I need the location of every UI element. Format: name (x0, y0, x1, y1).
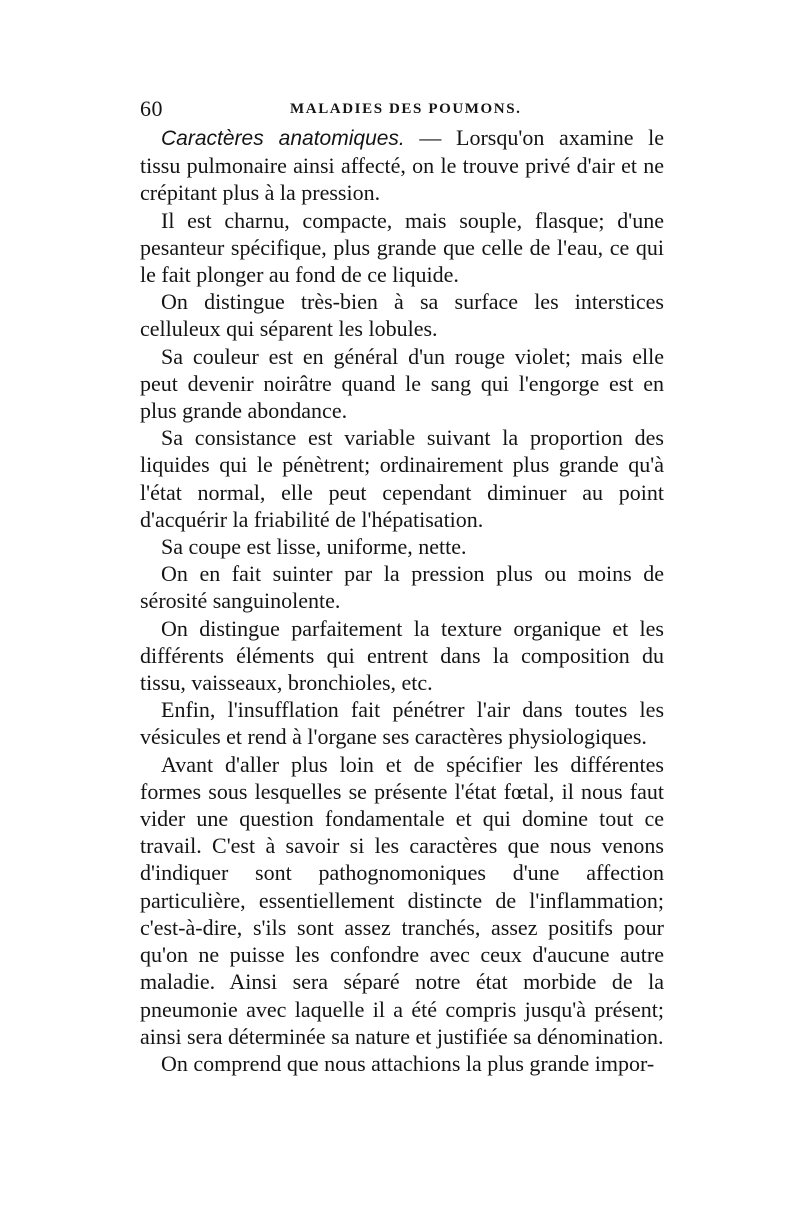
paragraph: Avant d'aller plus loin et de spécifier les différentes formes sous lesquelles se présente l'état fœtal, il nous faut vider une question fondamentale et qui domine tout ce travail. C'est à savoir si les caractères que nous venons d'indiquer sont pathognomoniques d'une affection particulière, essentiellement distincte de l'inflammation; c'est-à-dire, s'ils sont assez tranchés, assez positifs pour qu'on ne puisse les confondre avec ceux d'aucune autre maladie. Ainsi sera séparé notre état morbide de la pneumonie avec laquelle il a été compris jusqu'à présent; ainsi sera déterminée sa nature et justifiée sa dénomination. (140, 751, 664, 1049)
paragraph: On comprend que nous attachions la plus grande impor- (161, 1050, 655, 1076)
running-title: MALADIES DES POUMONS. (290, 101, 522, 117)
page-number: 60 (140, 96, 163, 121)
paragraph-text: — Lorsqu'on axamine le tissu pulmonaire ainsi affecté, on le trouve privé d'air et ne crépitant plus à la pression. (140, 125, 665, 206)
body-text (140, 124, 664, 1077)
paragraph: Sa couleur est en général d'un rouge violet; mais elle peut devenir noirâtre quand le sang qui l'engorge est en plus grande abondance. (140, 343, 664, 424)
paragraph: On en fait suinter par la pression plus ou moins de sérosité sanguinolente. (140, 561, 664, 614)
running-head (140, 96, 660, 124)
section-heading: Caractères anatomiques. (161, 127, 405, 150)
paragraph: Sa coupe est lisse, uniforme, nette. (161, 534, 467, 560)
paragraph: Sa consistance est variable suivant la proportion des liquides qui le pénètrent; ordinairement plus grande qu'à l'état normal, elle peut cependant diminuer au point d'acquérir la friabilité de l'hépatisation. (140, 425, 664, 532)
paragraph: On distingue très-bien à sa surface les interstices celluleux qui séparent les lobules. (140, 289, 664, 342)
paragraph: Il est charnu, compacte, mais souple, flasque; d'une pesanteur spécifique, plus grande que celle de l'eau, ce qui le fait plonger au fond de ce liquide. (140, 207, 664, 288)
paragraph: On distingue parfaitement la texture organique et les différents éléments qui entrent dans la composition du tissu, vaisseaux, bronchioles, etc. (140, 615, 664, 696)
paragraph (140, 124, 664, 207)
paragraph: Enfin, l'insufflation fait pénétrer l'air dans toutes les vésicules et rend à l'organe ses caractères physiologiques. (140, 697, 664, 750)
